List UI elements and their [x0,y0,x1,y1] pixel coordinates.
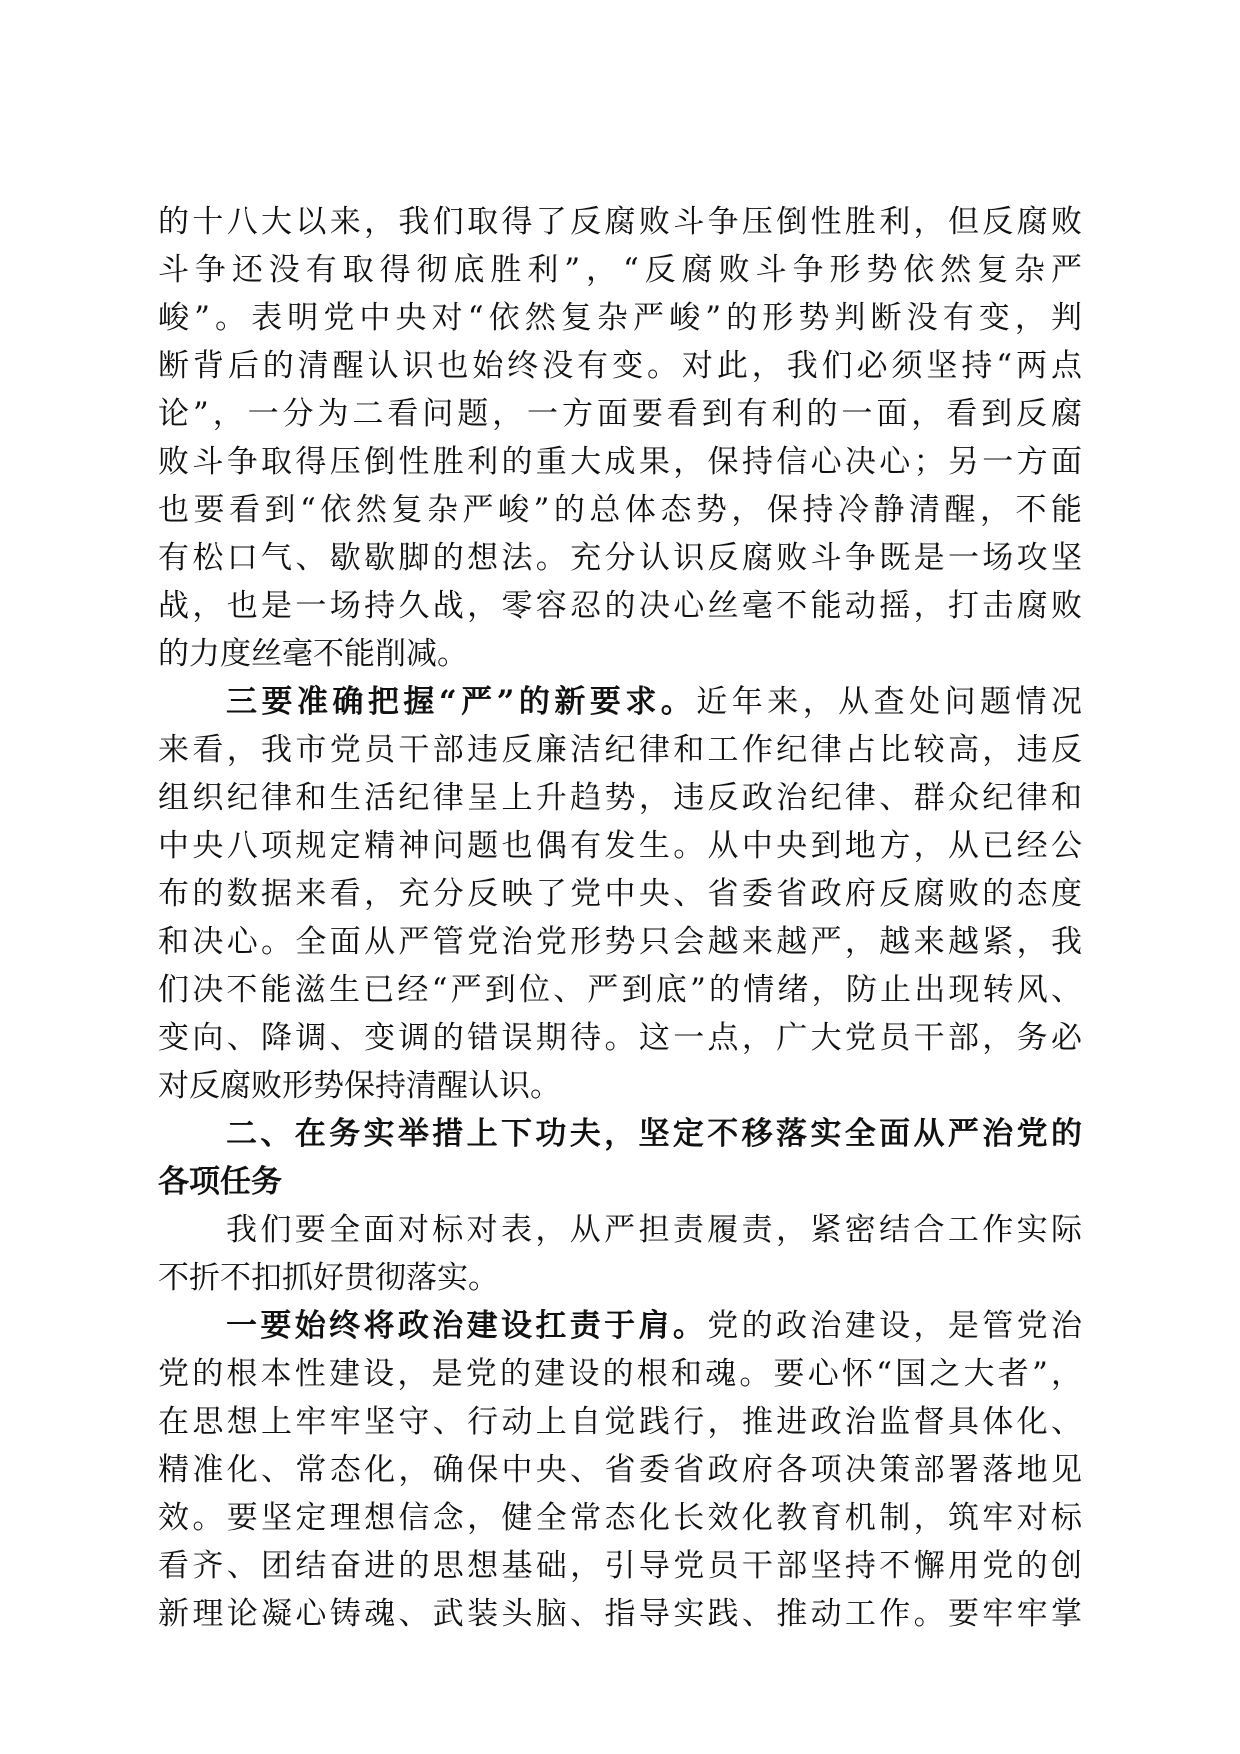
text-line: 和决心。全面从严管党治党形势只会越来越严，越来越紧，我 [158,924,1082,960]
text-line: 党的根本性建设，是党的建设的根和魂。要心怀“国之大者”， [158,1356,1082,1392]
text-line: 们决不能滋生已经“严到位、严到底”的情绪，防止出现转风、 [158,972,1082,1008]
text-line: 看齐、团结奋进的思想基础，引导党员干部坚持不懈用党的创 [158,1548,1082,1584]
paragraph [158,678,1082,1110]
text-line: 斗争还没有取得彻底胜利”，“反腐败斗争形势依然复杂严 [158,252,1082,288]
paragraph [158,1206,1082,1302]
text-line: 也要看到“依然复杂严峻”的总体态势，保持冷静清醒，不能 [158,492,1082,528]
text-line [158,1302,1082,1350]
text-line [158,678,1082,726]
text-line: 峻”。表明党中央对“依然复杂严峻”的形势判断没有变，判 [158,300,1082,336]
paragraph-lead: 三要准确把握“严”的新要求。 [226,684,697,720]
text-line: 战，也是一场持久战，零容忍的决心丝毫不能动摇，打击腐败 [158,588,1082,624]
text-line: 组织纪律和生活纪律呈上升趋势，违反政治纪律、群众纪律和 [158,780,1082,816]
paragraph-first-line-rest: 党的政治建设，是管党治 [707,1308,1082,1344]
text-line: 中央八项规定精神问题也偶有发生。从中央到地方，从已经公 [158,828,1082,864]
text-line: 的力度丝毫不能削减。 [158,636,468,672]
text-line: 效。要坚定理想信念，健全常态化长效化教育机制，筑牢对标 [158,1500,1082,1536]
text-line: 不折不扣抓好贯彻落实。 [158,1260,499,1296]
text-line: 新理论凝心铸魂、武装头脑、指导实践、推动工作。要牢牢掌 [158,1596,1082,1632]
text-line: 有松口气、歇歇脚的想法。充分认识反腐败斗争既是一场攻坚 [158,540,1082,576]
text-line: 对反腐败形势保持清醒认识。 [158,1068,561,1104]
text-line: 布的数据来看，充分反映了党中央、省委省政府反腐败的态度 [158,876,1082,912]
text-line: 败斗争取得压倒性胜利的重大成果，保持信心决心；另一方面 [158,444,1082,480]
heading-line: 二、在务实举措上下功夫，坚定不移落实全面从严治党的 [226,1116,1082,1152]
heading-line: 各项任务 [158,1164,282,1200]
text-line: 来看，我市党员干部违反廉洁纪律和工作纪律占比较高，违反 [158,732,1082,768]
text-line: 的十八大以来，我们取得了反腐败斗争压倒性胜利，但反腐败 [158,204,1082,240]
paragraph-first-line-rest: 近年来，从查处问题情况 [696,684,1083,720]
text-line: 断背后的清醒认识也始终没有变。对此，我们必须坚持“两点 [158,348,1082,384]
text-line: 我们要全面对标对表，从严担责履责，紧密结合工作实际 [226,1212,1082,1248]
paragraph [158,198,1082,678]
paragraph-lead: 一要始终将政治建设扛责于肩。 [226,1308,708,1344]
text-line: 变向、降调、变调的错误期待。这一点，广大党员干部，务必 [158,1020,1082,1056]
paragraph [158,1302,1082,1638]
document-page [158,198,1082,1638]
text-line: 精准化、常态化，确保中央、省委省政府各项决策部署落地见 [158,1452,1082,1488]
text-line: 在思想上牢牢坚守、行动上自觉践行，推进政治监督具体化、 [158,1404,1082,1440]
section-heading [158,1110,1082,1206]
text-line: 论”，一分为二看问题，一方面要看到有利的一面，看到反腐 [158,396,1082,432]
